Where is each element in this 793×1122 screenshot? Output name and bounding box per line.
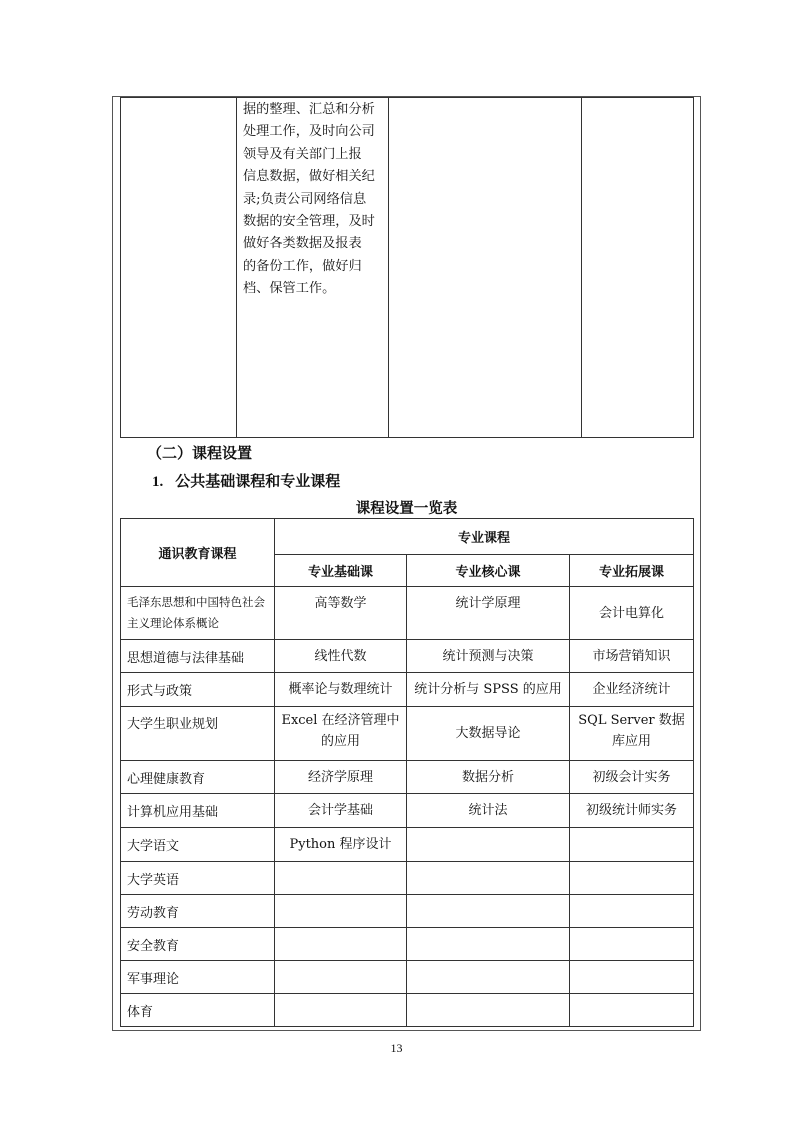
header-general: 通识教育课程 (121, 519, 275, 587)
core-course: 统计法 (407, 794, 570, 828)
extension-course (570, 862, 694, 895)
job-duty-text (237, 98, 388, 301)
core-course (407, 828, 570, 862)
core-course (407, 961, 570, 994)
general-course: 大学语文 (121, 828, 275, 862)
duty-line: 的备份工作，做好归 (243, 258, 362, 274)
table-row (121, 707, 694, 761)
extension-course (570, 928, 694, 961)
core-course: 大数据导论 (407, 707, 570, 761)
table-row (121, 895, 694, 928)
general-course: 安全教育 (121, 928, 275, 961)
duty-line: 据的整理、汇总和分析 (243, 102, 375, 117)
extension-course: 会计电算化 (570, 587, 694, 640)
basic-course: 会计学基础 (275, 794, 407, 828)
basic-course: 经济学原理 (275, 761, 407, 794)
basic-course (275, 895, 407, 928)
basic-course (275, 928, 407, 961)
extension-course: SQL Server 数据库应用 (570, 707, 694, 761)
extension-course: 初级会计实务 (570, 761, 694, 794)
job-cell-empty-1 (121, 98, 237, 438)
core-course: 统计预测与决策 (407, 640, 570, 673)
extension-course: 企业经济统计 (570, 673, 694, 707)
header-extension: 专业拓展课 (570, 555, 694, 587)
basic-course: 高等数学 (275, 587, 407, 640)
table-caption: 课程设置一览表 (355, 501, 458, 517)
extension-course: 初级统计师实务 (570, 794, 694, 828)
general-course: 大学英语 (121, 862, 275, 895)
duty-line: 档、保管工作。 (243, 281, 336, 297)
basic-course: 线性代数 (275, 640, 407, 673)
general-course: 思想道德与法律基础 (121, 640, 275, 673)
general-course: 体育 (121, 994, 275, 1027)
subsection-number: 1. (152, 474, 164, 490)
table-row (121, 587, 694, 640)
extension-course: 市场营销知识 (570, 640, 694, 673)
table-row (121, 640, 694, 673)
extension-course (570, 961, 694, 994)
job-cell-empty-3 (389, 98, 582, 438)
table-row (121, 828, 694, 862)
general-course: 计算机应用基础 (121, 794, 275, 828)
duty-line: 录;负责公司网络信息 (243, 191, 367, 207)
duty-line: 数据的安全管理，及时 (243, 214, 375, 230)
core-course (407, 928, 570, 961)
core-course: 统计学原理 (407, 587, 570, 640)
basic-course (275, 862, 407, 895)
header-core: 专业核心课 (407, 555, 570, 587)
page-number: 13 (390, 1041, 403, 1055)
duty-line: 信息数据，做好相关纪 (243, 169, 375, 185)
job-duty-cell (237, 98, 389, 438)
basic-course: Python 程序设计 (275, 828, 407, 862)
duty-line: 处理工作，及时向公司 (243, 124, 375, 140)
job-cell-empty-4 (582, 98, 694, 438)
basic-course: 概率论与数理统计 (275, 673, 407, 707)
general-course: 劳动教育 (121, 895, 275, 928)
core-course: 统计分析与 SPSS 的应用 (407, 673, 570, 707)
core-course (407, 994, 570, 1027)
table-row (121, 794, 694, 828)
table-row (121, 761, 694, 794)
section-heading: （二）课程设置 (147, 444, 253, 462)
duty-line: 领导及有关部门上报 (243, 146, 362, 162)
duty-line: 做好各类数据及报表 (243, 236, 362, 252)
extension-course (570, 895, 694, 928)
subsection-heading (152, 470, 340, 491)
general-course: 军事理论 (121, 961, 275, 994)
general-course: 心理健康教育 (121, 761, 275, 794)
basic-course (275, 994, 407, 1027)
header-professional: 专业课程 (275, 519, 694, 555)
general-course: 大学生职业规划 (121, 707, 275, 761)
job-table-continuation (120, 97, 694, 438)
header-basic: 专业基础课 (275, 555, 407, 587)
course-table (120, 518, 694, 1027)
general-course: 毛泽东思想和中国特色社会主义理论体系概论 (121, 587, 275, 640)
table-row (121, 961, 694, 994)
basic-course: Excel 在经济管理中的应用 (275, 707, 407, 761)
extension-course (570, 828, 694, 862)
extension-course (570, 994, 694, 1027)
basic-course (275, 961, 407, 994)
core-course: 数据分析 (407, 761, 570, 794)
table-row (121, 994, 694, 1027)
table-row (121, 862, 694, 895)
table-row (121, 673, 694, 707)
subsection-title: 公共基础课程和专业课程 (175, 472, 341, 490)
core-course (407, 862, 570, 895)
general-course: 形式与政策 (121, 673, 275, 707)
table-row (121, 928, 694, 961)
core-course (407, 895, 570, 928)
